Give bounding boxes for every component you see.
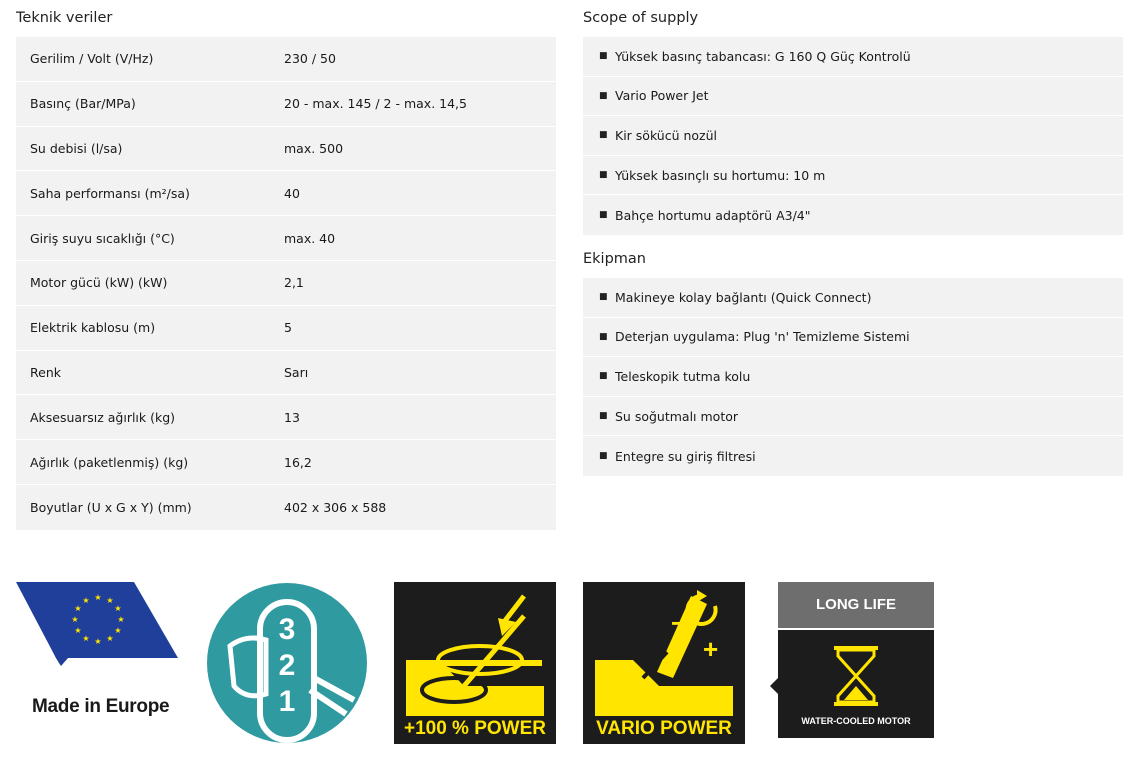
step-number-2: 2 bbox=[278, 649, 296, 682]
spec-label: Motor gücü (kW) (kW) bbox=[30, 275, 168, 291]
long-life-title: LONG LIFE bbox=[816, 596, 896, 613]
svg-text:★: ★ bbox=[94, 637, 102, 646]
svg-text:★: ★ bbox=[82, 634, 90, 643]
spec-row bbox=[16, 306, 556, 351]
spec-label: Renk bbox=[30, 364, 61, 380]
pointer-arrow-icon bbox=[770, 678, 778, 694]
bullet-icon: ■ bbox=[599, 331, 608, 342]
spec-label: Boyutlar (U x G x Y) (mm) bbox=[30, 499, 192, 515]
svg-text:★: ★ bbox=[114, 604, 122, 613]
spec-label: Saha performansı (m²/sa) bbox=[30, 185, 190, 201]
scope-section bbox=[583, 8, 1123, 476]
list-item bbox=[583, 116, 1123, 156]
list-item bbox=[583, 318, 1123, 358]
list-item bbox=[583, 37, 1123, 77]
spec-row bbox=[16, 440, 556, 485]
spec-label: Giriş suyu sıcaklığı (°C) bbox=[30, 230, 175, 246]
plus-icon: + bbox=[703, 634, 719, 664]
made-in-europe-badge bbox=[16, 582, 179, 722]
spec-row bbox=[16, 127, 556, 172]
list-item-text: Yüksek basınçlı su hortumu: 10 m bbox=[615, 167, 826, 183]
svg-text:★: ★ bbox=[74, 604, 82, 613]
bullet-icon: ■ bbox=[599, 210, 608, 221]
list-item-text: Entegre su giriş filtresi bbox=[615, 448, 756, 464]
list-item bbox=[583, 397, 1123, 437]
spec-value: max. 40 bbox=[284, 230, 336, 246]
minus-icon: − bbox=[671, 608, 687, 638]
spec-row bbox=[16, 395, 556, 440]
step-number-1: 1 bbox=[278, 685, 296, 718]
scope-title: Scope of supply bbox=[583, 10, 699, 26]
list-item-text: Kir sökücü nozül bbox=[615, 127, 718, 143]
spec-row bbox=[16, 37, 556, 82]
svg-text:★: ★ bbox=[74, 626, 82, 635]
spec-row bbox=[16, 216, 556, 261]
long-life-header bbox=[778, 582, 934, 628]
steps-321-badge bbox=[206, 582, 368, 744]
spec-value: 402 x 306 x 588 bbox=[284, 499, 387, 515]
equipment-title: Ekipman bbox=[583, 250, 646, 267]
svg-text:★: ★ bbox=[94, 593, 102, 602]
spec-row bbox=[16, 351, 556, 396]
bullet-icon: ■ bbox=[599, 51, 608, 62]
spec-value: 13 bbox=[284, 409, 300, 425]
long-life-subtitle: WATER-COOLED MOTOR bbox=[801, 716, 911, 726]
made-in-europe-label: Made in Europe bbox=[32, 696, 170, 717]
list-item bbox=[583, 77, 1123, 117]
vario-power-label: VARIO POWER bbox=[596, 718, 732, 739]
vario-power-badge bbox=[583, 582, 745, 744]
list-item-text: Makineye kolay bağlantı (Quick Connect) bbox=[615, 289, 872, 305]
list-item-text: Bahçe hortumu adaptörü A3/4" bbox=[615, 207, 811, 223]
spec-row bbox=[16, 485, 556, 530]
spec-label: Ağırlık (paketlenmiş) (kg) bbox=[30, 454, 189, 470]
spec-label: Elektrik kablosu (m) bbox=[30, 320, 156, 336]
spec-value: 40 bbox=[284, 185, 300, 201]
technical-data-title: Teknik veriler bbox=[16, 10, 113, 26]
technical-data-table bbox=[16, 37, 556, 530]
list-item bbox=[583, 436, 1123, 476]
list-item-text: Su soğutmalı motor bbox=[615, 408, 739, 424]
spec-value: 2,1 bbox=[284, 275, 304, 291]
step-numbers bbox=[270, 612, 304, 720]
long-life-body bbox=[778, 630, 934, 738]
bullet-icon: ■ bbox=[599, 130, 608, 141]
list-item-text: Deterjan uygulama: Plug 'n' Temizleme Sistemi bbox=[615, 329, 910, 345]
svg-text:★: ★ bbox=[71, 615, 79, 624]
svg-text:★: ★ bbox=[106, 634, 114, 643]
spec-value: 5 bbox=[284, 320, 292, 336]
svg-text:★: ★ bbox=[114, 626, 122, 635]
equipment-list bbox=[583, 278, 1123, 476]
spec-value: 230 / 50 bbox=[284, 51, 336, 67]
list-item bbox=[583, 278, 1123, 318]
power-badge bbox=[394, 582, 556, 744]
spec-label: Su debisi (l/sa) bbox=[30, 140, 123, 156]
long-life-badge bbox=[778, 582, 934, 738]
bullet-icon: ■ bbox=[599, 411, 608, 422]
svg-text:★: ★ bbox=[117, 615, 125, 624]
list-item-text: Vario Power Jet bbox=[615, 88, 709, 104]
spec-value: 16,2 bbox=[284, 454, 312, 470]
spec-value: max. 500 bbox=[284, 140, 344, 156]
bullet-icon: ■ bbox=[599, 170, 608, 181]
list-item-text: Teleskopik tutma kolu bbox=[615, 368, 751, 384]
spec-row bbox=[16, 82, 556, 127]
svg-text:★: ★ bbox=[82, 596, 90, 605]
spec-label: Gerilim / Volt (V/Hz) bbox=[30, 51, 154, 67]
power-label: +100 % POWER bbox=[403, 718, 547, 739]
list-item bbox=[583, 357, 1123, 397]
spec-row bbox=[16, 171, 556, 216]
spec-label: Basınç (Bar/MPa) bbox=[30, 96, 136, 112]
spec-label: Aksesuarsız ağırlık (kg) bbox=[30, 409, 176, 425]
feature-badges bbox=[16, 582, 946, 747]
spec-row bbox=[16, 261, 556, 306]
spec-value: Sarı bbox=[284, 364, 309, 380]
bullet-icon: ■ bbox=[599, 371, 608, 382]
svg-text:★: ★ bbox=[106, 596, 114, 605]
bullet-icon: ■ bbox=[599, 292, 608, 303]
bullet-icon: ■ bbox=[599, 451, 608, 462]
list-item-text: Yüksek basınç tabancası: G 160 Q Güç Kontrolü bbox=[615, 48, 911, 64]
scope-list bbox=[583, 37, 1123, 235]
spec-value: 20 - max. 145 / 2 - max. 14,5 bbox=[284, 96, 467, 112]
step-number-3: 3 bbox=[278, 613, 296, 646]
list-item bbox=[583, 195, 1123, 235]
technical-data-section bbox=[16, 8, 556, 530]
bullet-icon: ■ bbox=[599, 90, 608, 101]
list-item bbox=[583, 156, 1123, 196]
